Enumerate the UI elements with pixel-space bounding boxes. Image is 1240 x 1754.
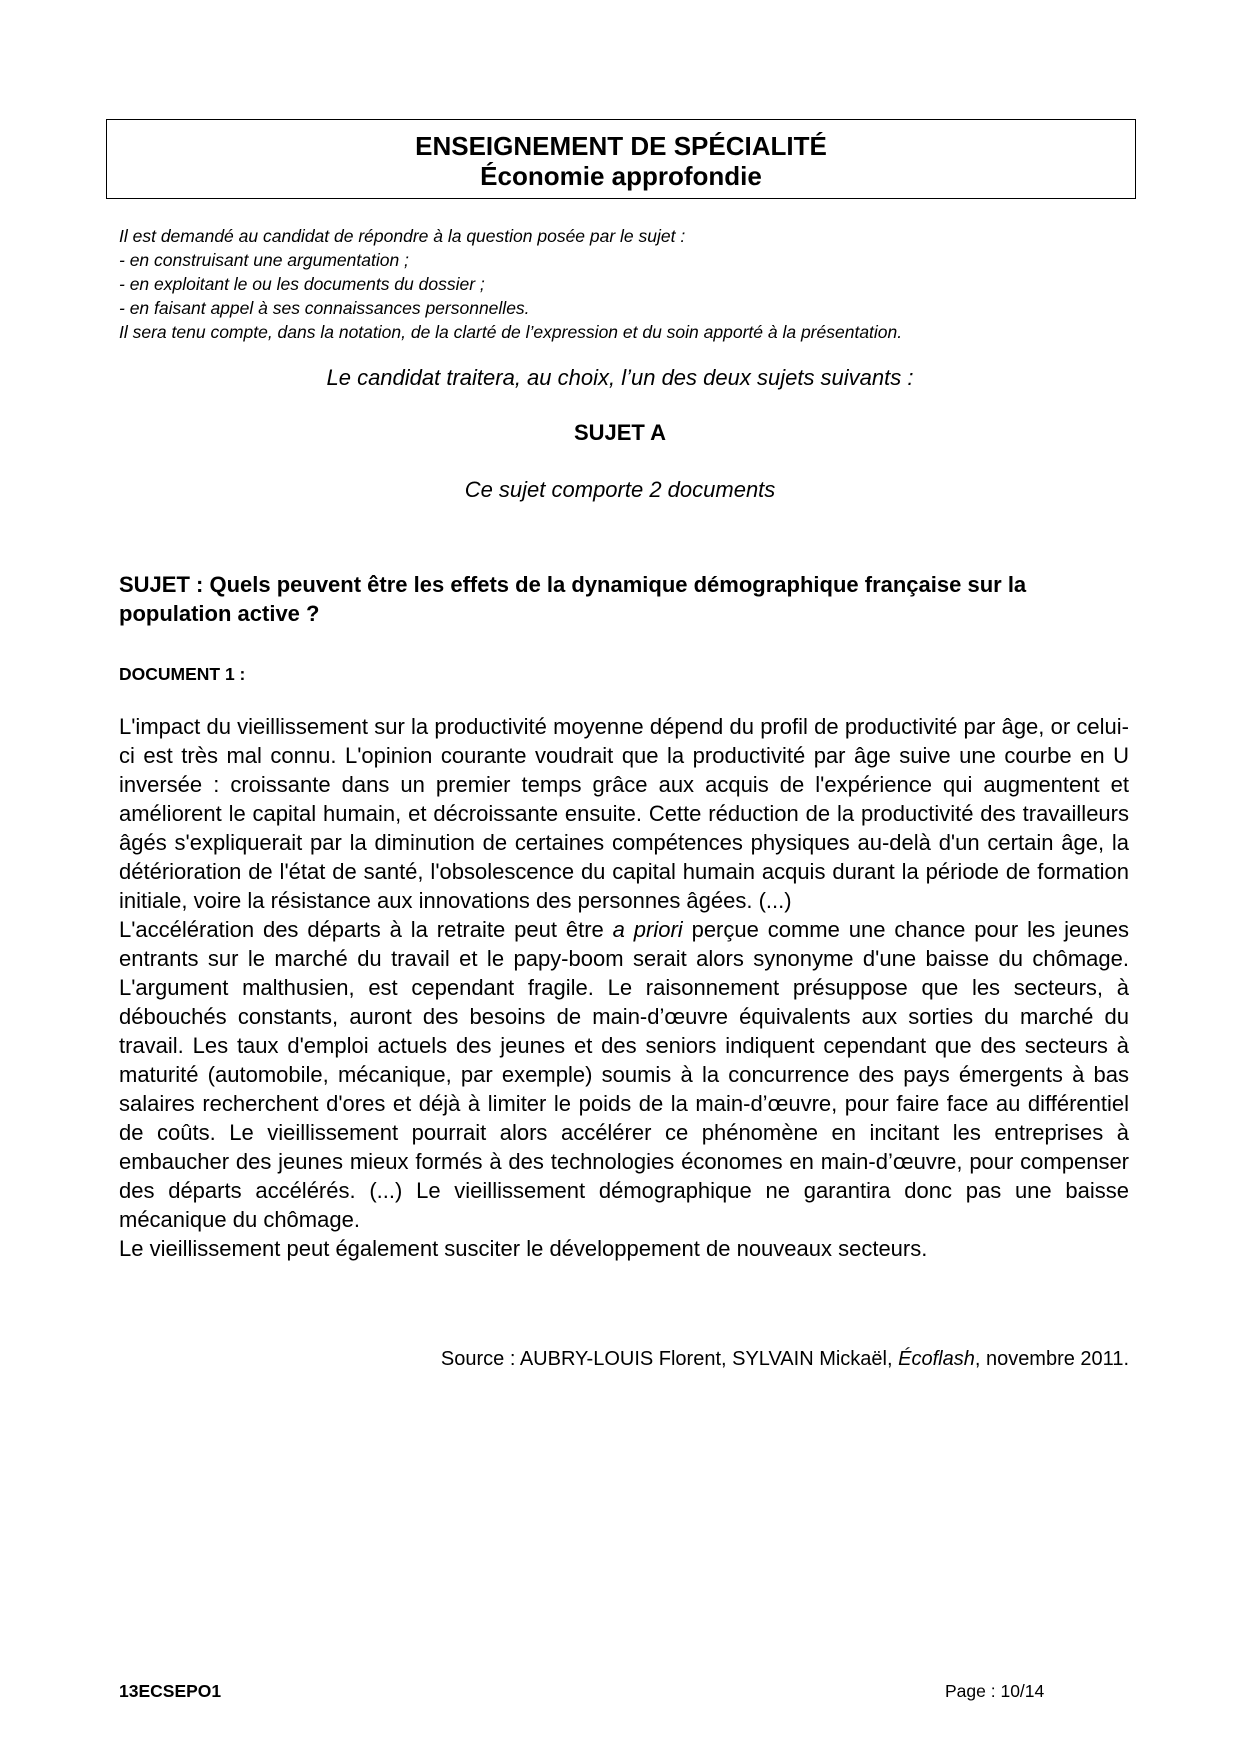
page-subtitle: Économie approfondie bbox=[480, 161, 762, 191]
subject-question: SUJET : Quels peuvent être les effets de la dynamique démographique française sur la population active ? bbox=[119, 572, 1027, 626]
instruction-line: - en construisant une argumentation ; bbox=[119, 250, 409, 270]
paragraph-2 bbox=[119, 915, 1129, 1234]
paragraph-2-end: perçue comme une chance pour les jeunes entrants sur le marché du travail et le papy-boom serait alors synonyme d'une baisse du chômage. L'argument malthusien, est cependant fragile. Le raisonnement présuppose que les secteurs, à débouchés constants, auront des besoins de main-d’œuvre équivalents aux sorties du marché du travail. Les taux d'emploi actuels des jeunes et des seniors indiquent cependant que des secteurs à maturité (automobile, mécanique, par exemple) soumis à la concurrence des pays émergents à bas salaires recherchent d'ores et déjà à limiter le poids de la main-d’œuvre, pour faire face au différentiel de coûts. Le vieillissement pourrait alors accélérer ce phénomène en incitant les entreprises à embaucher des jeunes mieux formés à des technologies économes en main-d’œuvre, pour compenser des départs accélérés. (...) Le vieillissement démographique ne garantira donc pas une baisse mécanique du chômage. bbox=[119, 917, 1129, 1232]
paragraph-1: L'impact du vieillissement sur la productivité moyenne dépend du profil de productivité par âge, or celui-ci est très mal connu. L'opinion courante voudrait que la productivité par âge suive une courbe en U inversée : croissante dans un premier temps grâce aux acquis de l'expérience qui augmentent et améliorent le capital humain, et décroissante ensuite. Cette réduction de la productivité des travailleurs âgés s'expliquerait par la diminution de certaines compétences physiques au-delà d'un certain âge, la détérioration de l'état de santé, l'obsolescence du capital humain acquis durant la période de formation initiale, voire la résistance aux innovations des personnes âgées. (...) bbox=[119, 714, 1129, 913]
instruction-line: Il sera tenu compte, dans la notation, de la clarté de l’expression et du soin apporté à la présentation. bbox=[119, 322, 903, 342]
footer-exam-code: 13ECSEPO1 bbox=[119, 1681, 222, 1701]
subject-label: SUJET A bbox=[573, 420, 667, 445]
paragraph-2-start: L'accélération des départs à la retraite peut être bbox=[119, 917, 613, 942]
source-prefix: Source : AUBRY-LOUIS Florent, SYLVAIN Mickaël, bbox=[440, 1348, 899, 1370]
source-citation bbox=[441, 1346, 1129, 1372]
document-heading: DOCUMENT 1 : bbox=[119, 664, 246, 684]
instruction-line: - en exploitant le ou les documents du dossier ; bbox=[119, 274, 485, 294]
header-box bbox=[106, 119, 1136, 199]
instruction-line: Il est demandé au candidat de répondre à la question posée par le sujet : bbox=[119, 226, 686, 246]
instructions-block bbox=[119, 224, 1139, 344]
document-count: Ce sujet comporte 2 documents bbox=[464, 477, 776, 502]
document-body bbox=[119, 712, 1129, 1263]
footer-page-number: Page : 10/14 bbox=[945, 1681, 1045, 1701]
paragraph-3: Le vieillissement peut également susciter le développement de nouveaux secteurs. bbox=[119, 1236, 928, 1261]
instruction-line: - en faisant appel à ses connaissances personnelles. bbox=[119, 298, 530, 318]
page-title: ENSEIGNEMENT DE SPÉCIALITÉ bbox=[415, 131, 827, 161]
source-suffix: , novembre 2011. bbox=[974, 1348, 1129, 1370]
source-title: Écoflash bbox=[898, 1348, 975, 1370]
choice-instruction: Le candidat traitera, au choix, l’un des deux sujets suivants : bbox=[326, 365, 914, 390]
paragraph-2-italic: a priori bbox=[612, 917, 683, 942]
